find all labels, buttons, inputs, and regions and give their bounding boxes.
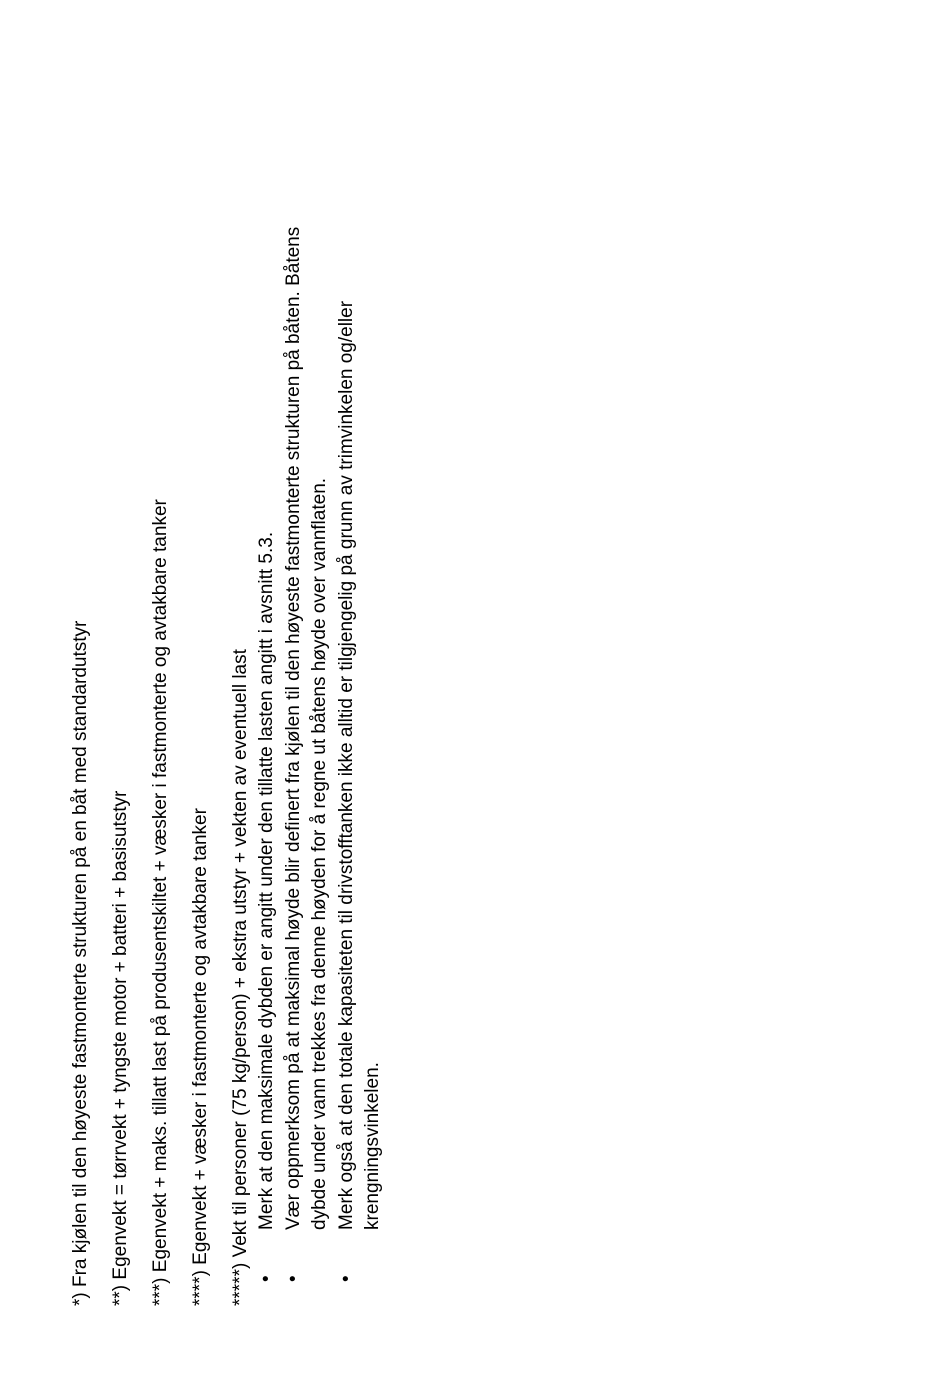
footnote-5: *****) Vekt til personer (75 kg/person) + ekstra utstyr + vekten av eventuell last [230, 649, 251, 1306]
bullet-marker: • [282, 1275, 304, 1282]
bullet-marker: • [256, 1275, 277, 1282]
footnote-2: **) Egenvekt = tørrvekt + tyngste motor + batteri + basisutstyr [110, 790, 131, 1306]
list-item [254, 227, 281, 1282]
footnote-4: ****) Egenvekt + væsker i fastmonterte og avtakbare tanker [190, 808, 211, 1306]
notes-bullet-list [254, 227, 387, 1282]
bullet-text: Merk også at den totale kapasiteten til drivstofftanken ikke alltid er tilgjengelig på grunn av trimvinkelen og/eller [335, 300, 357, 1230]
bullet-text: Merk at den maksimale dybden er angitt under den tillatte lasten angitt i avsnitt 5.3. [256, 531, 277, 1230]
list-item [334, 227, 387, 1282]
bullet-text: dybde under vann trekkes fra denne høyden for å regne ut båtens høyde over vannflaten. [309, 477, 330, 1230]
bullet-marker: • [335, 1275, 357, 1282]
bullet-text: Vær oppmerksom på at maksimal høyde blir definert fra kjølen til den høyeste fastmonterte strukturen på båten. Båtens [282, 226, 304, 1230]
bullet-text: krengningsvinkelen. [362, 1062, 383, 1230]
footnote-1: *) Fra kjølen til den høyeste fastmonterte strukturen på en båt med standardutstyr [70, 620, 91, 1306]
footnote-3: ***) Egenvekt + maks. tillatt last på produsentskiltet + væsker i fastmonterte og avtakbare tanker [150, 499, 171, 1306]
list-item [281, 227, 334, 1282]
